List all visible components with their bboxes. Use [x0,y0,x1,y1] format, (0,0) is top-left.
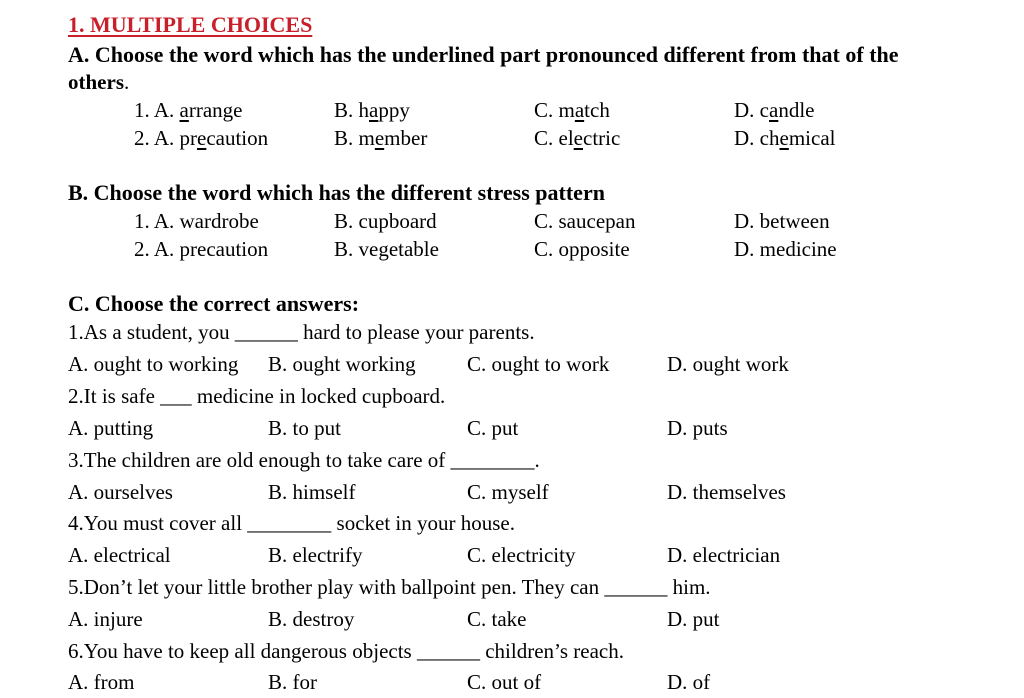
option-c: C. put [467,416,519,440]
question-5-options [0,609,1024,635]
question-1-stem: 1.As a student, you ______ hard to please your parents. [68,320,535,344]
option-d: D. themselves [667,480,786,504]
option-b: B. member [334,126,428,150]
option-d: D. medicine [734,237,837,261]
option-d: D. between [734,209,830,233]
option-c: C. match [534,98,610,122]
question-3-stem: 3.The children are old enough to take care of ________. [68,448,540,472]
question-4-options [0,545,1024,571]
option-a: A. injure [68,607,143,631]
option-a: 1. A. arrange [134,98,243,122]
option-d: D. electrician [667,543,781,567]
option-a: 2. A. precaution [134,126,269,150]
option-a: A. ourselves [68,480,173,504]
section-b-question-2 [0,239,1024,265]
question-5-stem: 5.Don’t let your little brother play with ballpoint pen. They can ______ him. [68,575,711,599]
option-a: A. electrical [68,543,171,567]
option-c: C. ought to work [467,352,610,376]
option-c: C. out of [467,670,542,694]
option-b: B. electrify [268,543,363,567]
question-2-options [0,418,1024,444]
option-b: B. happy [334,98,410,122]
option-c: C. myself [467,480,549,504]
option-a: A. from [68,670,135,694]
section-a-heading-line2 [68,72,129,93]
question-6-options [0,672,1024,698]
option-d: D. ought work [667,352,789,376]
option-a: A. ought to working [68,352,239,376]
section-a-heading-others: others [68,70,124,94]
option-b: B. ought working [268,352,416,376]
option-c: C. take [467,607,527,631]
section-a-heading-line1: A. Choose the word which has the underlined part pronounced different from that of the [68,42,899,67]
section-b-question-1 [0,211,1024,237]
question-1-options [0,354,1024,380]
section-b-heading: B. Choose the word which has the different stress pattern [68,180,605,205]
option-b: B. destroy [268,607,355,631]
option-d: D. candle [734,98,815,122]
option-a: 2. A. precaution [134,237,269,261]
section-a-heading-period: . [124,70,130,94]
section-a-question-2 [0,128,1024,154]
option-b: B. himself [268,480,356,504]
page-title: 1. MULTIPLE CHOICES [68,12,313,37]
option-c: C. electricity [467,543,576,567]
option-b: B. for [268,670,317,694]
question-6-stem: 6.You have to keep all dangerous objects ______ children’s reach. [68,639,624,663]
option-d: D. put [667,607,720,631]
option-a: A. putting [68,416,154,440]
option-c: C. saucepan [534,209,636,233]
option-b: B. vegetable [334,237,439,261]
option-b: B. cupboard [334,209,437,233]
option-d: D. chemical [734,126,836,150]
question-4-stem: 4.You must cover all ________ socket in your house. [68,511,515,535]
option-c: C. opposite [534,237,630,261]
option-a: 1. A. wardrobe [134,209,259,233]
option-d: D. puts [667,416,728,440]
section-c-heading: C. Choose the correct answers: [68,291,360,316]
option-c: C. electric [534,126,621,150]
option-b: B. to put [268,416,341,440]
question-2-stem: 2.It is safe ___ medicine in locked cupboard. [68,384,446,408]
question-3-options [0,482,1024,508]
section-a-question-1 [0,100,1024,126]
option-d: D. of [667,670,711,694]
